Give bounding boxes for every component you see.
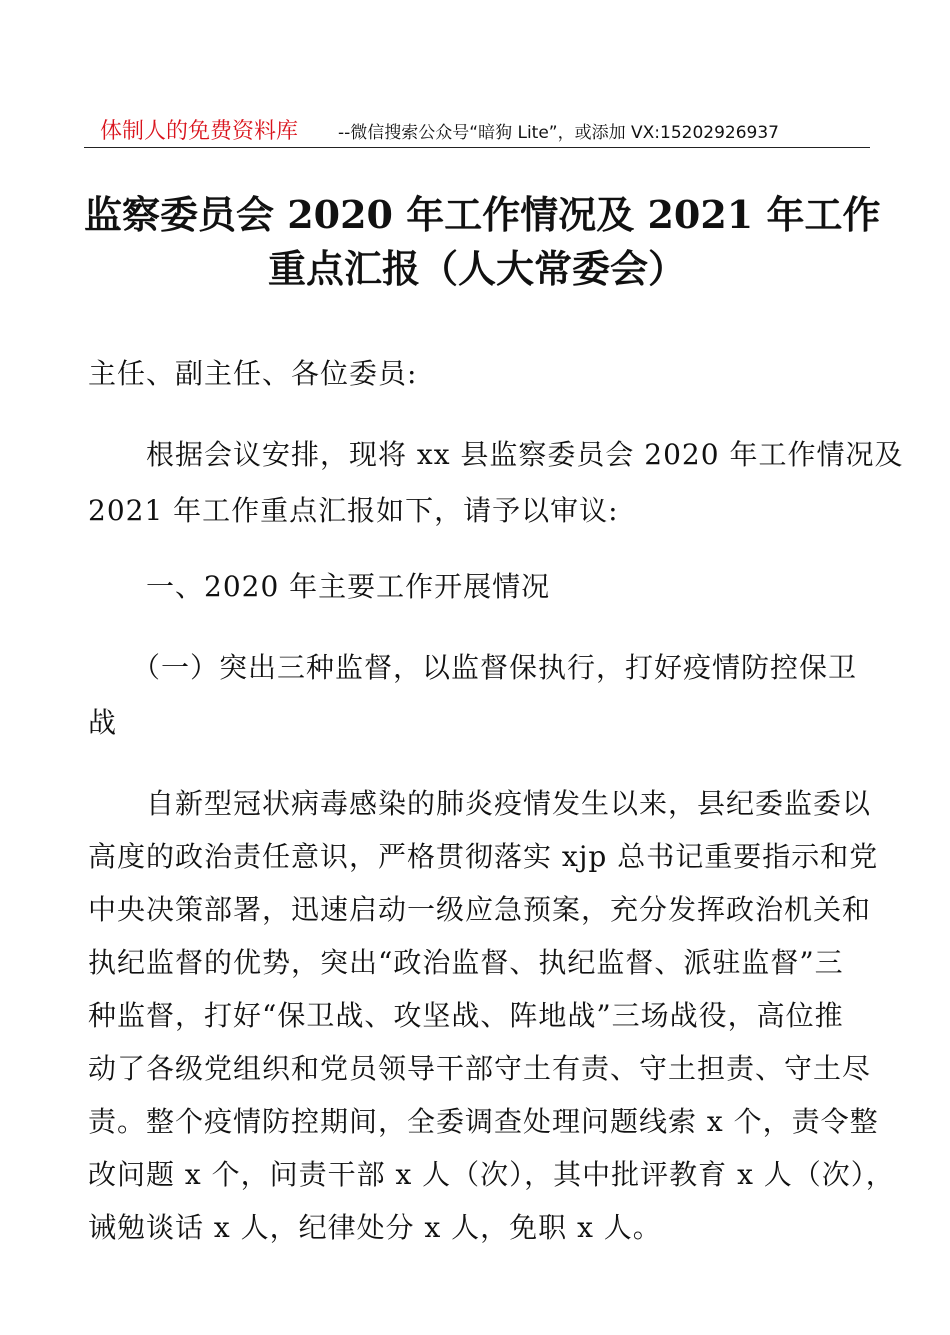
page-header — [84, 112, 870, 146]
salutation: 主任、副主任、各位委员: — [88, 357, 418, 390]
body-line: 自新型冠状病毒感染的肺炎疫情发生以来，县纪委监委以 — [88, 787, 872, 820]
section-heading: 一、2020 年主要工作开展情况 — [88, 570, 551, 603]
header-brand: 体制人的免费资料库 — [100, 119, 299, 144]
body-line: 诫勉谈话 x 人，纪律处分 x 人，免职 x 人。 — [88, 1211, 662, 1244]
subsection-heading: （一）突出三种监督，以监督保执行，打好疫情防控保卫 — [88, 651, 858, 684]
document-title-line-1: 监察委员会 2020 年工作情况及 2021 年工作 — [84, 192, 881, 237]
subsection-heading-cont: 战 — [88, 706, 118, 739]
body-line: 改问题 x 个，问责干部 x 人（次），其中批评教育 x 人（次）， — [88, 1158, 895, 1191]
body-line: 动了各级党组织和党员领导干部守土有责、守土担责、守土尽 — [88, 1052, 872, 1085]
header-contact: --微信搜索公众号“暗狗 Lite”，或添加 VX:15202926937 — [338, 123, 779, 143]
body-line: 中央决策部署，迅速启动一级应急预案，充分发挥政治机关和 — [88, 893, 872, 926]
body-line: 执纪监督的优势，突出“政治监督、执纪监督、派驻监督”三 — [88, 946, 844, 979]
body-line: 根据会议安排，现将 xx 县监察委员会 2020 年工作情况及 — [88, 438, 904, 471]
body-line: 责。整个疫情防控期间，全委调查处理问题线索 x 个，责令整 — [88, 1105, 879, 1138]
body-line: 高度的政治责任意识，严格贯彻落实 xjp 总书记重要指示和党 — [88, 840, 879, 873]
body-line: 种监督，打好“保卫战、攻坚战、阵地战”三场战役，高位推 — [88, 999, 844, 1032]
document-title-line-2: 重点汇报（人大常委会） — [267, 246, 686, 291]
header-divider — [84, 147, 870, 148]
body-line: 2021 年工作重点汇报如下，请予以审议: — [88, 494, 619, 527]
